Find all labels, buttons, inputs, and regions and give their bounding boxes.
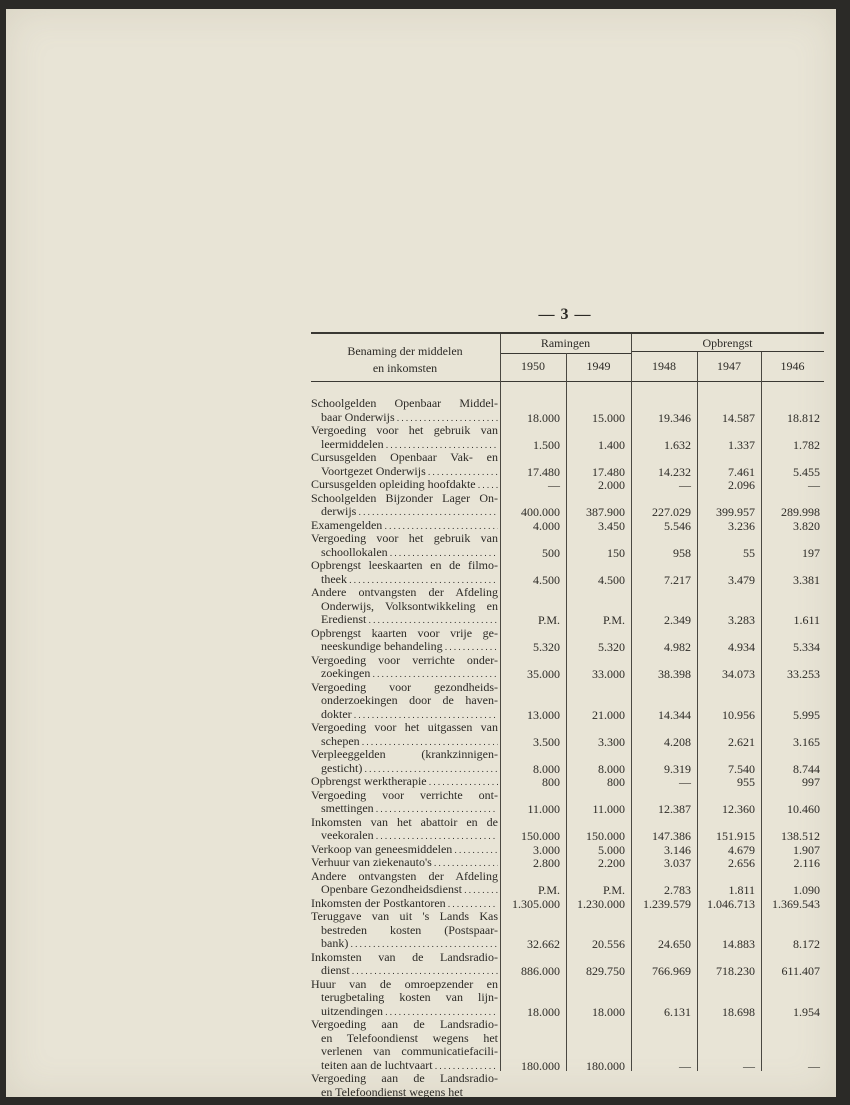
value-cell: 611.407: [781, 964, 820, 978]
value-cell: 4.679: [728, 842, 755, 857]
value-cell: 1.090: [793, 883, 820, 897]
value-cell: 7.540: [728, 761, 755, 776]
name-header-line2: en inkomsten: [372, 361, 438, 375]
value-cell: 14.587: [722, 410, 755, 425]
description-line: Verpleeggelden (krankzinnigen-: [311, 748, 498, 761]
row-description: [311, 532, 498, 559]
value-cell: —: [679, 775, 691, 789]
description-line: Inkomsten van de Landsradio-: [311, 950, 498, 964]
value-cell: 14.232: [658, 464, 691, 479]
description-line: zoekingen . . .: [311, 667, 498, 681]
value-cell: 5.455: [793, 464, 820, 479]
row-description: [311, 586, 498, 627]
value-cell: 2.800: [533, 856, 560, 870]
description-line: Voortgezet Onderwijs . . .: [311, 465, 498, 479]
value-cell: 6.131: [664, 1004, 691, 1019]
opbrengst-rule: [631, 351, 824, 352]
value-cell: 3.283: [728, 613, 755, 627]
description-line: uitzendingen . . .: [311, 1005, 498, 1019]
value-cell: 3.300: [598, 734, 625, 749]
value-cell: 150: [607, 545, 625, 560]
description-line: Eredienst . . .: [311, 613, 498, 627]
row-description: [311, 1072, 498, 1099]
value-cell: 4.208: [664, 734, 691, 749]
description-line: Andere ontvangsten der Afdeling: [311, 869, 498, 883]
value-cell: 8.744: [793, 761, 820, 776]
value-cell: 1.632: [664, 437, 691, 452]
value-cell: 18.000: [527, 1004, 560, 1019]
value-cell: P.M.: [602, 883, 625, 897]
page-number: — 3 —: [538, 306, 592, 323]
description-line: gesticht) . . .: [311, 762, 498, 776]
row-description: [311, 775, 498, 789]
value-cell: —: [808, 1058, 820, 1073]
value-cell: —: [679, 1058, 691, 1073]
description-line: derwijs . . .: [311, 505, 498, 519]
value-cell: —: [743, 1058, 755, 1073]
row-description: [311, 897, 498, 911]
description-line: Opbrengst kaarten voor vrije ge-: [311, 626, 498, 640]
row-description: [311, 424, 498, 451]
row-description: [311, 451, 498, 478]
value-cell: 4.500: [598, 572, 625, 587]
value-cell: 7.461: [728, 464, 755, 479]
value-cell: 800: [542, 775, 560, 789]
description-line: neeskundige behandeling . . .: [311, 640, 498, 654]
year-1947-header: 1947: [717, 359, 741, 373]
value-cell: 3.450: [598, 518, 625, 533]
value-cell: 10.956: [722, 707, 755, 722]
value-cell: 150.000: [586, 829, 625, 843]
row-description: [311, 492, 498, 519]
value-cell: 14.883: [722, 937, 755, 951]
description-line: Vergoeding voor het gebruik van: [311, 532, 498, 545]
value-cell: 17.480: [592, 464, 625, 479]
description-line: Vergoeding voor verrichte onder-: [311, 653, 498, 667]
value-cell: 1.305.000: [512, 896, 560, 911]
value-cell: 289.998: [781, 505, 820, 519]
value-cell: 4.500: [533, 572, 560, 587]
value-cell: 4.934: [728, 640, 755, 654]
value-cell: 3.236: [728, 518, 755, 533]
description-line: Cursusgelden opleiding hoofdakte . . .: [311, 478, 498, 492]
value-cell: 1.046.713: [707, 896, 755, 911]
description-line: leermiddelen . . .: [311, 438, 498, 452]
value-cell: 500: [542, 545, 560, 560]
header-bottom-rule: [311, 381, 824, 382]
value-cell: 5.320: [598, 640, 625, 654]
value-cell: 38.398: [658, 667, 691, 681]
description-line: Vergoeding voor gezondheids-: [311, 680, 498, 694]
value-cell: P.M.: [537, 883, 560, 897]
value-cell: 3.500: [533, 734, 560, 749]
value-cell: 800: [607, 775, 625, 789]
value-cell: 34.073: [722, 667, 755, 681]
description-line: Teruggave van uit 's Lands Kas: [311, 910, 498, 923]
row-description: [311, 627, 498, 654]
value-cell: 180.000: [586, 1058, 625, 1073]
description-line: Vergoeding aan de Landsradio-: [311, 1018, 498, 1031]
description-line: smettingen . . .: [311, 802, 498, 816]
value-cell: 2.783: [664, 883, 691, 897]
value-cell: 3.165: [793, 734, 820, 749]
value-cell: 2.349: [664, 613, 691, 627]
year-1948-header: 1948: [652, 359, 676, 373]
description-line: dienst . . .: [311, 964, 498, 978]
description-line: bank) . . .: [311, 937, 498, 951]
value-cell: 11.000: [592, 802, 625, 816]
description-line: Openbare Gezondheidsdienst . . .: [311, 883, 498, 897]
description-line: schepen . . .: [311, 735, 498, 749]
value-cell: —: [679, 478, 691, 492]
value-cell: 20.556: [592, 937, 625, 951]
row-description: [311, 978, 498, 1019]
value-cell: 3.381: [793, 572, 820, 587]
value-cell: 1.400: [598, 437, 625, 452]
row-description: [311, 870, 498, 897]
value-cell: 1.239.579: [643, 896, 691, 911]
description-line: verlenen van communicatiefacili-: [321, 1045, 498, 1058]
description-line: Inkomsten van het abattoir en de: [311, 815, 498, 829]
value-cell: 1.337: [728, 437, 755, 452]
value-cell: 5.320: [533, 640, 560, 654]
value-cell: 12.360: [722, 802, 755, 816]
value-cell: 399.957: [716, 505, 755, 519]
row-description: [311, 843, 498, 857]
opbrengst-header: Opbrengst: [702, 336, 753, 350]
value-cell: 227.029: [652, 505, 691, 519]
value-cell: 1.782: [793, 437, 820, 452]
value-cell: 718.230: [716, 964, 755, 978]
value-cell: 2.000: [598, 478, 625, 492]
value-cell: 11.000: [527, 802, 560, 816]
value-cell: 1.954: [793, 1004, 820, 1019]
value-cell: 1.811: [728, 883, 755, 897]
row-description: [311, 1018, 498, 1072]
description-line: baar Onderwijs . . .: [311, 411, 498, 425]
description-line: dokter . . .: [311, 708, 498, 722]
value-cell: 17.480: [527, 464, 560, 479]
value-cell: 766.969: [652, 964, 691, 978]
description-line: Opbrengst werktherapie . . .: [311, 775, 498, 789]
value-cell: 180.000: [521, 1058, 560, 1073]
row-description: [311, 748, 498, 775]
value-cell: 3.479: [728, 572, 755, 587]
row-description: [311, 951, 498, 978]
year-1946-header: 1946: [780, 359, 805, 373]
description-line: terugbetaling kosten van lijn-: [321, 991, 498, 1004]
value-cell: 14.344: [658, 707, 691, 722]
description-line: theek . . .: [311, 573, 498, 587]
value-cell: 197: [802, 545, 820, 560]
value-cell: 18.000: [592, 1004, 625, 1019]
ramingen-header: Ramingen: [540, 336, 591, 350]
value-cell: 8.000: [598, 761, 625, 776]
description-line: veekoralen . . .: [311, 829, 498, 843]
value-cell: 958: [673, 545, 691, 560]
value-cell: 1.907: [793, 842, 820, 857]
row-description: [311, 654, 498, 681]
description-line: Vergoeding aan de Landsradio-: [311, 1072, 498, 1085]
value-cell: 33.253: [787, 667, 820, 681]
value-cell: 1.500: [533, 437, 560, 452]
value-cell: 886.000: [521, 964, 560, 978]
value-cell: 387.900: [586, 505, 625, 519]
row-description: [311, 910, 498, 951]
value-cell: 5.000: [598, 842, 625, 857]
row-description: [311, 789, 498, 816]
value-cell: 2.656: [728, 856, 755, 870]
value-cell: 1.230.000: [577, 896, 625, 911]
value-cell: P.M.: [537, 613, 560, 627]
value-cell: 2.096: [728, 478, 755, 492]
value-cell: 150.000: [521, 829, 560, 843]
description-line: Verhuur van ziekenauto's . . .: [311, 856, 498, 870]
description-line: Opbrengst leeskaarten en de filmo-: [311, 559, 498, 572]
value-cell: P.M.: [602, 613, 625, 627]
value-cell: 18.000: [527, 410, 560, 425]
table-top-rule: [311, 332, 824, 334]
value-cell: 7.217: [664, 572, 691, 587]
value-cell: 955: [737, 775, 755, 789]
value-cell: 1.369.543: [772, 896, 820, 911]
value-cell: 5.334: [793, 640, 820, 654]
value-cell: 32.662: [527, 937, 560, 951]
description-line: Vergoeding voor het gebruik van: [311, 424, 498, 437]
value-cell: 829.750: [586, 964, 625, 978]
description-line: Huur van de omroepzender en: [311, 977, 498, 991]
description-line: Cursusgelden Openbaar Vak- en: [311, 451, 498, 464]
value-cell: 8.172: [793, 937, 820, 951]
description-line: schoollokalen . . .: [311, 546, 498, 560]
value-cell: 997: [802, 775, 820, 789]
value-cell: —: [808, 478, 820, 492]
value-cell: 400.000: [521, 505, 560, 519]
value-cell: 3.820: [793, 518, 820, 533]
value-cell: 5.546: [664, 518, 691, 533]
value-cell: 8.000: [533, 761, 560, 776]
row-description: [311, 681, 498, 722]
row-description: [311, 816, 498, 843]
value-cell: 1.611: [793, 613, 820, 627]
value-cell: 2.621: [728, 734, 755, 749]
value-cell: 2.200: [598, 856, 625, 870]
description-line: en Telefoondienst wegens het: [321, 1031, 498, 1045]
value-cell: 4.982: [664, 640, 691, 654]
row-description: [311, 559, 498, 586]
value-cell: 15.000: [592, 410, 625, 425]
description-line: Verkoop van geneesmiddelen . . .: [311, 843, 498, 857]
value-cell: 35.000: [527, 667, 560, 681]
value-cell: 24.650: [658, 937, 691, 951]
description-line: teiten aan de luchtvaart . . .: [311, 1059, 498, 1073]
description-line: Schoolgelden Openbaar Middel-: [311, 397, 498, 410]
description-line: Schoolgelden Bijzonder Lager On-: [311, 491, 498, 505]
name-header-line1: Benaming der middelen: [347, 344, 463, 358]
description-line: bestreden kosten (Postspaar-: [321, 923, 498, 937]
description-line: Onderwijs, Volksontwikkeling en: [321, 599, 498, 613]
value-cell: 10.460: [787, 802, 820, 816]
value-cell: 13.000: [527, 707, 560, 722]
row-description: [311, 856, 498, 870]
value-cell: 55: [743, 545, 755, 560]
row-description: [311, 519, 498, 533]
year-1950-header: 1950: [521, 359, 545, 373]
value-cell: 2.116: [793, 856, 820, 870]
value-cell: 21.000: [592, 707, 625, 722]
value-cell: 18.812: [787, 410, 820, 425]
value-cell: 3.037: [664, 856, 691, 870]
value-cell: 147.386: [652, 829, 691, 843]
description-line: Vergoeding voor verrichte ont-: [311, 788, 498, 802]
description-line: Inkomsten der Postkantoren . . .: [311, 897, 498, 911]
value-cell: 33.000: [592, 667, 625, 681]
description-line: en Telefoondienst wegens het: [321, 1085, 463, 1099]
value-cell: 3.146: [664, 842, 691, 857]
value-cell: 138.512: [781, 829, 820, 843]
row-description: [311, 478, 498, 492]
description-line: Andere ontvangsten der Afdeling: [311, 586, 498, 599]
value-cell: 18.698: [722, 1004, 755, 1019]
value-cell: 151.915: [716, 829, 755, 843]
value-cell: 5.995: [793, 707, 820, 722]
value-cell: 9.319: [664, 761, 691, 776]
value-cell: 19.346: [658, 410, 691, 425]
value-cell: 12.387: [658, 802, 691, 816]
row-description: [311, 397, 498, 424]
value-cell: 3.000: [533, 842, 560, 857]
description-line: Vergoeding voor het uitgassen van: [311, 721, 498, 734]
row-description: [311, 721, 498, 748]
value-cell: 4.000: [533, 518, 560, 533]
description-line: onderzoekingen door de haven-: [321, 694, 498, 707]
description-line: Examengelden . . .: [311, 519, 498, 533]
year-1949-header: 1949: [586, 359, 611, 373]
value-cell: —: [548, 478, 560, 492]
